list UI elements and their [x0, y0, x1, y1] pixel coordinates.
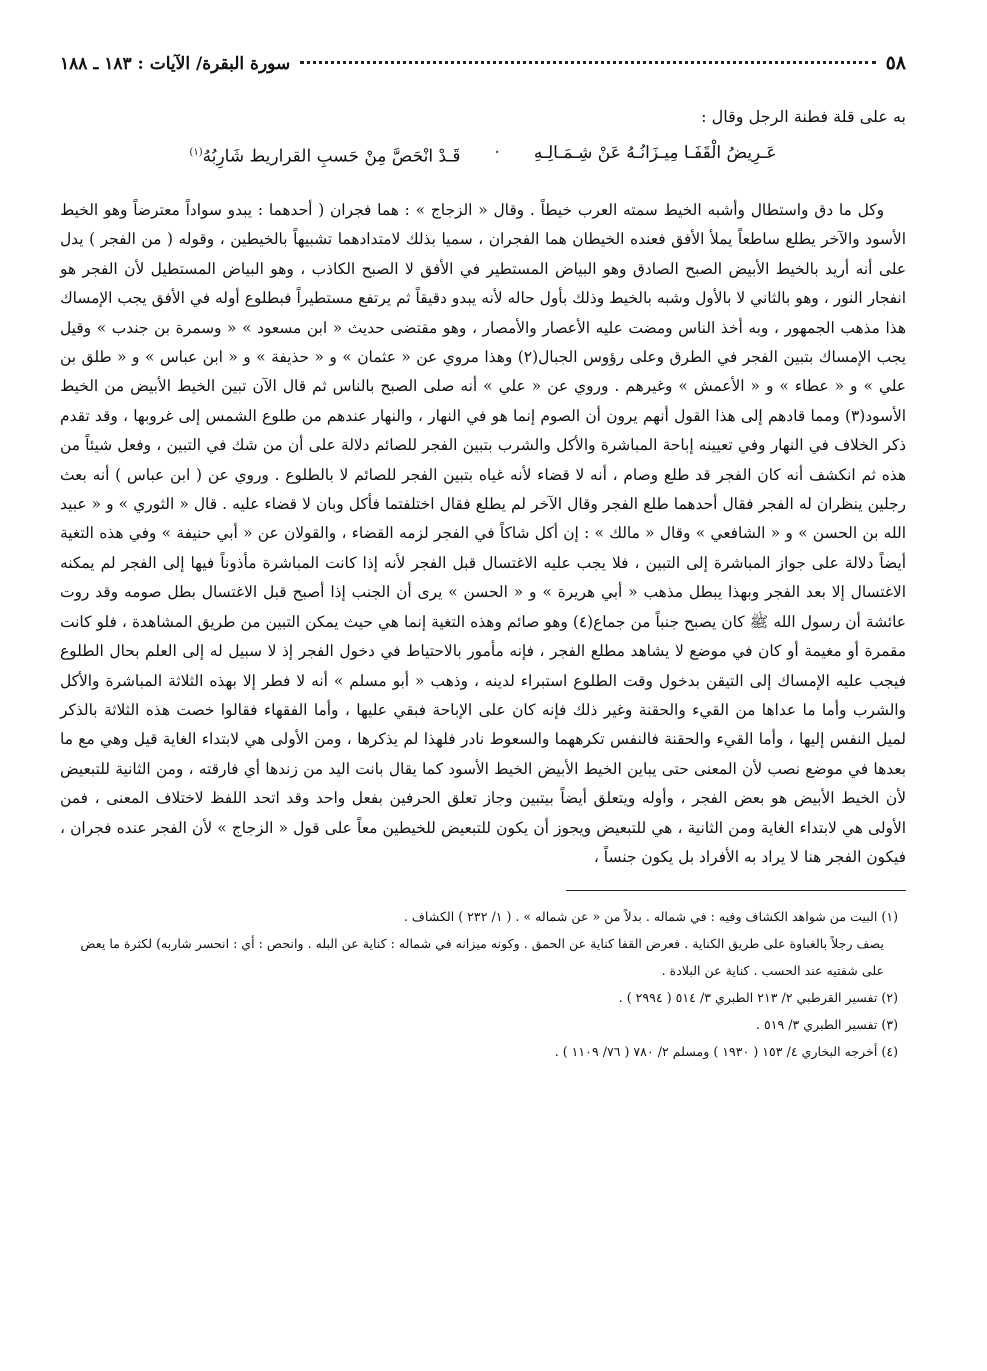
footnote-divider — [566, 890, 906, 891]
main-body-text: وكل ما دق واستطال وأشبه الخيط سمته العرب خيطاً . وقال « الزجاج » : هما فجران ( أحدهما : يبدو سواداً معترضاً وهو الخيط الأسود والآخر يطلع ساطعاً يملأ الأفق فعنده الخيطان هما الفجران ، سميا بذلك لامتدادهما تشبيهاً بالخيطين ، وقوله ( من الفجر ) يدل على أنه أريد بالخيط الأبيض الصبح الصادق وهو البياض المستطير في الأفق لا الصبح الكاذب ، وهو البياض المستطيل لأن الفجر هو انفجار النور ، وهو بالثاني لا بالأول وشبه بالخيط وذلك بأول حاله لأنه يبدو دقيقاً ثم يرتفع مستطيراً فبطلوع أوله في الأفق يجب الإمساك هذا مذهب الجمهور ، وبه أخذ الناس ومضت عليه الأعصار والأمصار ، وهو مقتضى حديث « ابن مسعود » « وسمرة بن جندب » وقيل يجب الإمساك بتبين الفجر في الطرق وعلى رؤوس الجبال(٢) وهذا مروي عن « عثمان » و « حذيفة » و « ابن عباس » و « طلق بن علي » و « عطاء » و « الأعمش » وغيرهم . وروي عن « علي » أنه صلى الصبح بالناس ثم قال الآن تبين الخيط الأبيض من الخيط الأسود(٣) ومما قادهم إلى هذا القول أنهم يرون أن الصوم إنما هو في النهار ، والنهار عندهم من طلوع الشمس إلى غروبها ، وقد تقدم ذكر الخلاف في النهار وفي تعيينه إباحة المباشرة والأكل والشرب بتبين الفجر للصائم دلالة على أن من شك في التبين ، وفعل شيئاً من هذه ثم انكشف أنه كان الفجر قد طلع وصام ، أنه لا قضاء لأنه غياه بتبين الفجر للصائم لا بالطلوع . وروي عن ( ابن عباس ) أنه بعث رجلين ينظران له الفجر فقال أحدهما طلع الفجر وقال الآخر لم يطلع فقال اختلفتما فأكل وبان لا قضاء عليه . قال « الثوري » و « عبيد الله بن الحسن » و « الشافعي » وقال « مالك » : إن أكل شاكاً في الفجر لزمه القضاء ، والقولان عن « أبي حنيفة » وفي هذه التغية أيضاً دلالة على جواز المباشرة إلى التبين ، فلا يجب عليه الاغتسال قبل الفجر لأنه إذا كانت المباشرة مأذوناً فيها إلى الفجر لم يمكنه الاغتسال إلا بعد الفجر وبهذا يبطل مذهب « أبي هريرة » و « الحسن » يرى أن الجنب إذا أصبح قبل الاغتسال بطل صومه وقد روت عائشة أن رسول الله ﷺ كان يصبح جنباً من جماع(٤) وهو صائم وهذه التغية إنما هي حيث يمكن التبين من طريق المشاهدة ، فلو كانت مقمرة أو مغيمة أو كان في موضع لا يشاهد مطلع الفجر ، فإنه مأمور بالاحتياط في دخول الفجر إذ لا سبيل له إلى العلم بحال الطلوع فيجب عليه الإمساك إلى التيقن بدخول وقت الطلوع استبراء لدينه ، وذهب « أبو مسلم » أنه لا فطر إلا بهذه الثلاثة المباشرة والأكل والشرب وأما ما عداها من القيء والحقنة وغير ذلك فإنه كان على الإباحة فبقي عليها ، وأما الفقهاء فقالوا خصت هذه الثلاثة بالذكر لميل النفس إليها ، وأما القيء والحقنة فالنفس تكرههما والسعوط نادر فلهذا لم يذكرها ، ومن الأولى هي لابتداء الغاية قيل وهي مع ما بعدها في موضع نصب لأن المعنى حتى يباين الخيط الأبيض الخيط الأسود كما يقال بانت اليد من زندها أي فارقته ، ومن الثانية للتبعيض لأن الخيط الأبيض هو بعض الفجر ، وأوله ويتعلق أيضاً بيتبين وجاز تعلق الحرفين بفعل واحد وقد اتحد اللفظ لاختلاف المعنى ، فمن الأولى هي لابتداء الغاية ومن الثانية ، هي للتبعيض ويجوز أن يكون للتبعيض للخيطين معاً على قول « الزجاج » لأن الفجر عنده فجران ، فيكون الفجر هنا لا يراد به الأفراد بل يكون جنساً ، — [60, 201, 907, 866]
intro-line: به على قلة فطنة الرجل وقال : — [701, 107, 906, 126]
footnote-3: (٣) تفسير الطبري ٣/ ٥١٩ . — [755, 1017, 898, 1033]
verse-second-hemistich-text: قَـدْ انْحَصَّ مِنْ حَسبِ القراريط شَارِبُهُ — [202, 146, 461, 167]
verse-second-hemistich — [189, 136, 460, 176]
verse-footnote-ref: (١) — [189, 147, 203, 158]
footnote-2: (٢) تفسير القرطبي ٢/ ٢١٣ الطبري ٣/ ٥١٤ ( ٢٩٩٤ ) . — [618, 990, 898, 1006]
footnotes — [60, 903, 906, 1065]
page-header — [60, 52, 906, 86]
header-dotted-leader — [300, 61, 875, 64]
verse-first-hemistich: عَـرِيضُ الْقَفَـا مِيـزَانُـهُ عَنْ شِـمَـالِـهِ — [533, 143, 777, 163]
poetry-verse — [60, 136, 906, 176]
page-number: ٥٨ — [885, 52, 906, 74]
footnote-1-continuation: يصف رجلاً بالغباوة على طريق الكناية . فعرض القفا كناية عن الحمق . وكونه ميزانه في شماله : كناية عن البله . وانحص : أي : انحسر شاربه) لكثرة ما يعض على شفتيه عند الحسب . كناية عن البلادة . — [80, 936, 884, 979]
footnote-4: (٤) أخرجه البخاري ٤/ ١٥٣ ( ١٩٣٠ ) ومسلم ٢/ ٧٨٠ ( ٧٦/ ١١٠٩ ) . — [554, 1044, 898, 1060]
verse-separator-dot: · — [494, 143, 500, 163]
book-page — [60, 52, 906, 1352]
running-title: سورة البقرة/ الآيات : ١٨٣ ـ ١٨٨ — [60, 54, 291, 74]
footnote-1: (١) البيت من شواهد الكشاف وفيه : في شماله . بدلاً من « عن شماله » . ( ١/ ٢٣٢ ) الكشاف . — [403, 909, 898, 925]
